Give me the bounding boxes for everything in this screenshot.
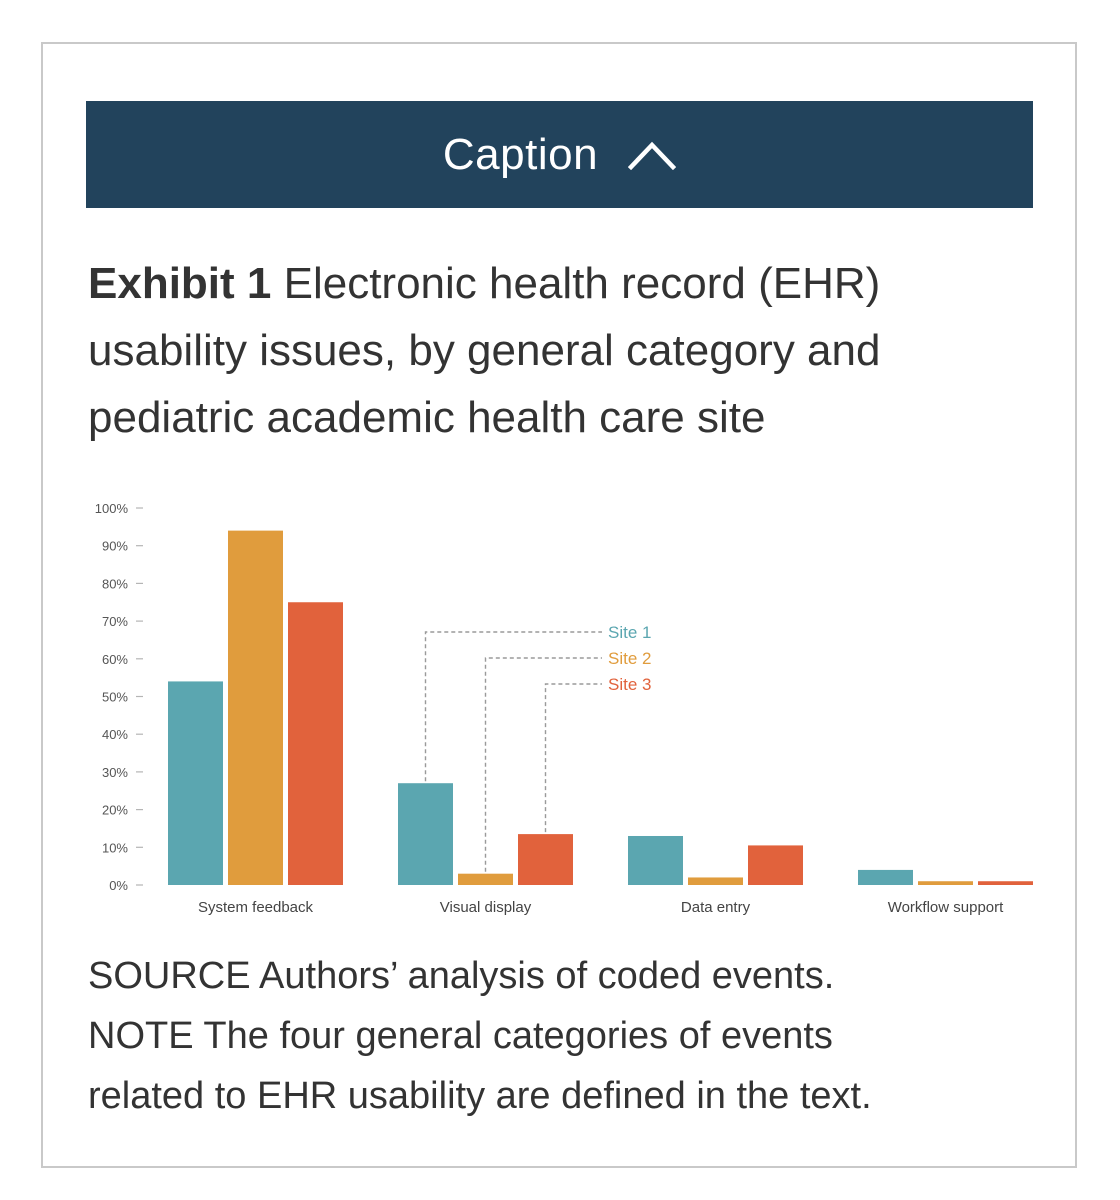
- bar-chart-svg: [60, 490, 1050, 930]
- x-category-label: Data entry: [680, 899, 751, 916]
- source-note: SOURCE Authors’ analysis of coded events.: [88, 955, 835, 997]
- caption-toggle-button[interactable]: [86, 101, 1033, 208]
- y-tick-label: 70%: [101, 614, 128, 630]
- bar-data-entry-site-1: [628, 836, 683, 885]
- bar-visual-display-site-2: [458, 874, 513, 885]
- y-tick-label: 30%: [101, 764, 128, 780]
- x-category-label: Workflow support: [887, 899, 1004, 916]
- figure-notes: [88, 946, 1028, 1126]
- legend-leader-line: [426, 632, 603, 781]
- y-tick-label: 90%: [101, 538, 128, 554]
- legend-label: Site 3: [608, 675, 652, 694]
- caption-label: Caption: [442, 129, 599, 179]
- note-line-1: NOTE The four general categories of events: [88, 1015, 833, 1057]
- note-line-2: related to EHR usability are defined in the text.: [88, 1075, 872, 1117]
- x-category-label: Visual display: [439, 899, 532, 916]
- bar-workflow-support-site-2: [918, 881, 973, 885]
- y-tick-label: 60%: [101, 651, 128, 667]
- y-tick-label: 20%: [101, 802, 128, 818]
- x-category-label: System feedback: [197, 899, 314, 916]
- bar-system-feedback-site-1: [168, 681, 223, 885]
- bar-workflow-support-site-1: [858, 870, 913, 885]
- legend-leader-line: [546, 684, 603, 832]
- chevron-up-icon: [628, 140, 676, 170]
- figure-title-text: Electronic health record (EHR) usability issues, by general category and pediatric academic health care site: [88, 259, 881, 442]
- bar-workflow-support-site-3: [978, 881, 1033, 885]
- y-tick-label: 10%: [101, 840, 128, 856]
- bar-chart: [60, 490, 1050, 930]
- exhibit-number: Exhibit 1: [88, 259, 272, 308]
- y-tick-label: 40%: [101, 727, 128, 743]
- bar-data-entry-site-2: [688, 877, 743, 885]
- y-tick-label: 0%: [109, 878, 128, 893]
- bar-system-feedback-site-2: [228, 531, 283, 885]
- legend-label: Site 1: [608, 623, 652, 642]
- bar-visual-display-site-1: [398, 783, 453, 885]
- y-tick-label: 80%: [101, 576, 128, 592]
- bar-system-feedback-site-3: [288, 602, 343, 885]
- figure-title: [88, 250, 1018, 451]
- y-tick-label: 100%: [94, 501, 128, 516]
- bar-data-entry-site-3: [748, 845, 803, 885]
- y-tick-label: 50%: [101, 689, 128, 705]
- bar-visual-display-site-3: [518, 834, 573, 885]
- legend-label: Site 2: [608, 649, 652, 668]
